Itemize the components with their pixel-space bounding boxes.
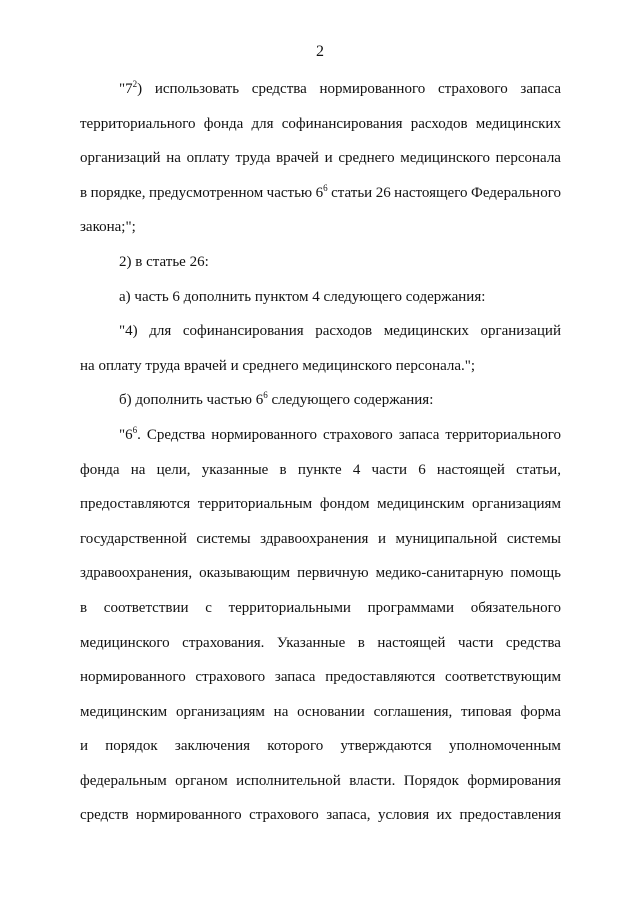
word: помощь — [510, 565, 561, 582]
text-line — [80, 176, 561, 211]
word: организаций — [80, 150, 161, 167]
word: настоящей — [377, 634, 446, 651]
word: $6^6$ — [315, 182, 328, 201]
word: частью — [266, 184, 313, 201]
text-line — [80, 695, 561, 730]
word: порядке, — [90, 184, 146, 201]
word: здравоохранения — [260, 530, 369, 547]
text-line — [80, 349, 561, 384]
word: страхового — [437, 81, 508, 97]
text-line — [80, 729, 561, 764]
word: соответствующим — [445, 669, 561, 686]
word: формирования — [467, 772, 561, 789]
word: статье — [146, 253, 186, 270]
word: территориального — [445, 426, 561, 443]
text-line — [80, 210, 561, 245]
word: и — [80, 738, 89, 755]
text-line — [80, 453, 561, 488]
text-line — [80, 245, 561, 280]
word: территориального — [80, 115, 196, 132]
text-line — [80, 556, 561, 591]
word: средств — [80, 807, 129, 824]
word: запаса — [520, 81, 561, 97]
word: форма — [520, 703, 561, 720]
text-line — [80, 72, 561, 107]
word: 4 — [352, 461, 361, 478]
word: обязательного — [470, 599, 561, 616]
word: среднего — [338, 150, 395, 167]
word: части — [371, 461, 407, 478]
word: программами — [367, 599, 455, 616]
word: в — [80, 599, 88, 616]
word: расходов — [315, 323, 373, 340]
word: утверждаются — [340, 738, 432, 755]
word: среднего — [242, 357, 299, 374]
word: здравоохранения, — [80, 565, 193, 582]
word: статьи, — [516, 461, 561, 478]
word: цели, — [156, 461, 191, 478]
word: предоставляются — [80, 496, 191, 513]
text-line — [80, 522, 561, 557]
word: нормированного — [211, 426, 317, 443]
word: Указанные — [276, 634, 346, 651]
word: которого — [267, 738, 324, 755]
word: оказывающим — [199, 565, 291, 582]
word: заключения — [174, 738, 251, 755]
word: использовать — [154, 81, 240, 97]
word: содержания: — [353, 392, 434, 409]
word: оплату — [98, 357, 142, 374]
word: власти. — [349, 772, 396, 789]
word: для — [149, 323, 172, 340]
word: предоставляются — [325, 669, 436, 686]
word: страхового — [195, 669, 266, 686]
word: статьи — [331, 184, 373, 201]
text-line — [80, 418, 561, 453]
word: Федерального — [470, 184, 561, 201]
word: врачей — [183, 357, 227, 374]
word: персонала — [495, 150, 561, 167]
word: фонда — [203, 115, 244, 132]
word: труда — [235, 150, 271, 167]
word: Средства — [146, 426, 206, 443]
document-body — [80, 72, 561, 833]
word: дополнить — [183, 288, 252, 305]
word: нормированного — [135, 807, 242, 824]
word: фондом — [319, 496, 370, 513]
word: на — [80, 357, 95, 374]
word: нормированного — [80, 669, 186, 686]
word: исполнительной — [236, 772, 341, 789]
word: "$7^2$) — [119, 79, 143, 97]
word: на — [166, 150, 181, 167]
text-line — [80, 314, 561, 349]
text-line — [80, 487, 561, 522]
word: организациям — [175, 703, 265, 720]
text-line — [80, 591, 561, 626]
word: федеральным — [80, 772, 167, 789]
word: их — [436, 807, 453, 824]
word: медицинским — [377, 496, 465, 513]
word: и — [377, 530, 386, 547]
word: труда — [145, 357, 181, 374]
text-line — [80, 107, 561, 142]
word: муниципальной — [395, 530, 498, 547]
word: страхового — [249, 807, 319, 824]
text-line — [80, 141, 561, 176]
word: софинансирования — [281, 115, 403, 132]
word: и — [230, 357, 239, 374]
word: медицинским — [80, 703, 168, 720]
word: территориальными — [228, 599, 351, 616]
word: 2) — [119, 253, 132, 270]
word: в — [135, 253, 143, 270]
word: организаций — [480, 323, 561, 340]
text-line — [80, 383, 561, 418]
word: системы — [196, 530, 251, 547]
word: территориальным — [197, 496, 313, 513]
word: типовая — [461, 703, 512, 720]
word: части — [457, 634, 494, 651]
word: страхования. — [182, 634, 265, 651]
word: пунктом — [254, 288, 309, 305]
word: в — [357, 634, 365, 651]
word: оплату — [186, 150, 230, 167]
word: а) — [119, 288, 131, 305]
word: запаса — [274, 669, 316, 686]
word: персонала."; — [395, 357, 476, 374]
word: $6^6$ — [255, 390, 268, 409]
page-number: 2 — [316, 43, 324, 60]
word: врачей — [276, 150, 319, 167]
word: и — [324, 150, 333, 167]
word: системы — [506, 530, 561, 547]
word: 6 — [418, 461, 426, 478]
word: 4 — [312, 288, 320, 305]
word: медицинских — [475, 115, 561, 132]
text-line — [80, 626, 561, 661]
word: следующего — [271, 392, 350, 409]
text-line — [80, 660, 561, 695]
word: с — [205, 599, 212, 616]
word: запаса — [398, 426, 440, 443]
word: порядок — [105, 738, 158, 755]
word: государственной — [80, 530, 187, 547]
word: на — [130, 461, 146, 478]
word: следующего — [323, 288, 402, 305]
text-line — [80, 280, 561, 315]
word: "4) — [119, 323, 138, 340]
word: "$6^6$. — [119, 424, 141, 443]
word: закона;"; — [80, 219, 136, 236]
text-line — [80, 764, 561, 799]
word: основании — [297, 703, 365, 720]
word: содержания: — [405, 288, 486, 305]
word: часть — [134, 288, 169, 305]
word: в — [80, 184, 88, 201]
word: страхового — [323, 426, 393, 443]
text-line — [80, 798, 561, 833]
word: предоставления — [459, 807, 561, 824]
word: медицинского — [302, 357, 392, 374]
word: в — [279, 461, 287, 478]
word: расходов — [410, 115, 468, 132]
word: средства — [251, 81, 307, 97]
word: медицинских — [383, 323, 469, 340]
word: настоящей — [436, 461, 505, 478]
word: 26: — [189, 253, 209, 270]
word: организациям — [472, 496, 561, 513]
word: для — [251, 115, 274, 132]
word: пункте — [297, 461, 342, 478]
word: настоящего — [394, 184, 468, 201]
word: запаса, — [326, 807, 371, 824]
word: соглашения, — [373, 703, 453, 720]
word: первичную — [297, 565, 369, 582]
word: софинансирования — [182, 323, 304, 340]
word: соответствии — [103, 599, 189, 616]
word: б) — [119, 392, 132, 409]
word: медицинского — [400, 150, 490, 167]
word: средства — [505, 634, 561, 651]
word: фонда — [80, 461, 120, 478]
word: на — [273, 703, 289, 720]
word: нормированного — [319, 81, 426, 97]
word: органом — [175, 772, 228, 789]
word: 6 — [172, 288, 180, 305]
word: медицинского — [80, 634, 170, 651]
word: указанные — [201, 461, 269, 478]
word: 26 — [375, 184, 391, 201]
word: уполномоченным — [448, 738, 561, 755]
word: медико-санитарную — [375, 565, 504, 582]
word: частью — [206, 392, 253, 409]
word: Порядок — [403, 772, 459, 789]
word: предусмотренном — [148, 184, 264, 201]
word: дополнить — [135, 392, 203, 409]
word: условия — [377, 807, 430, 824]
